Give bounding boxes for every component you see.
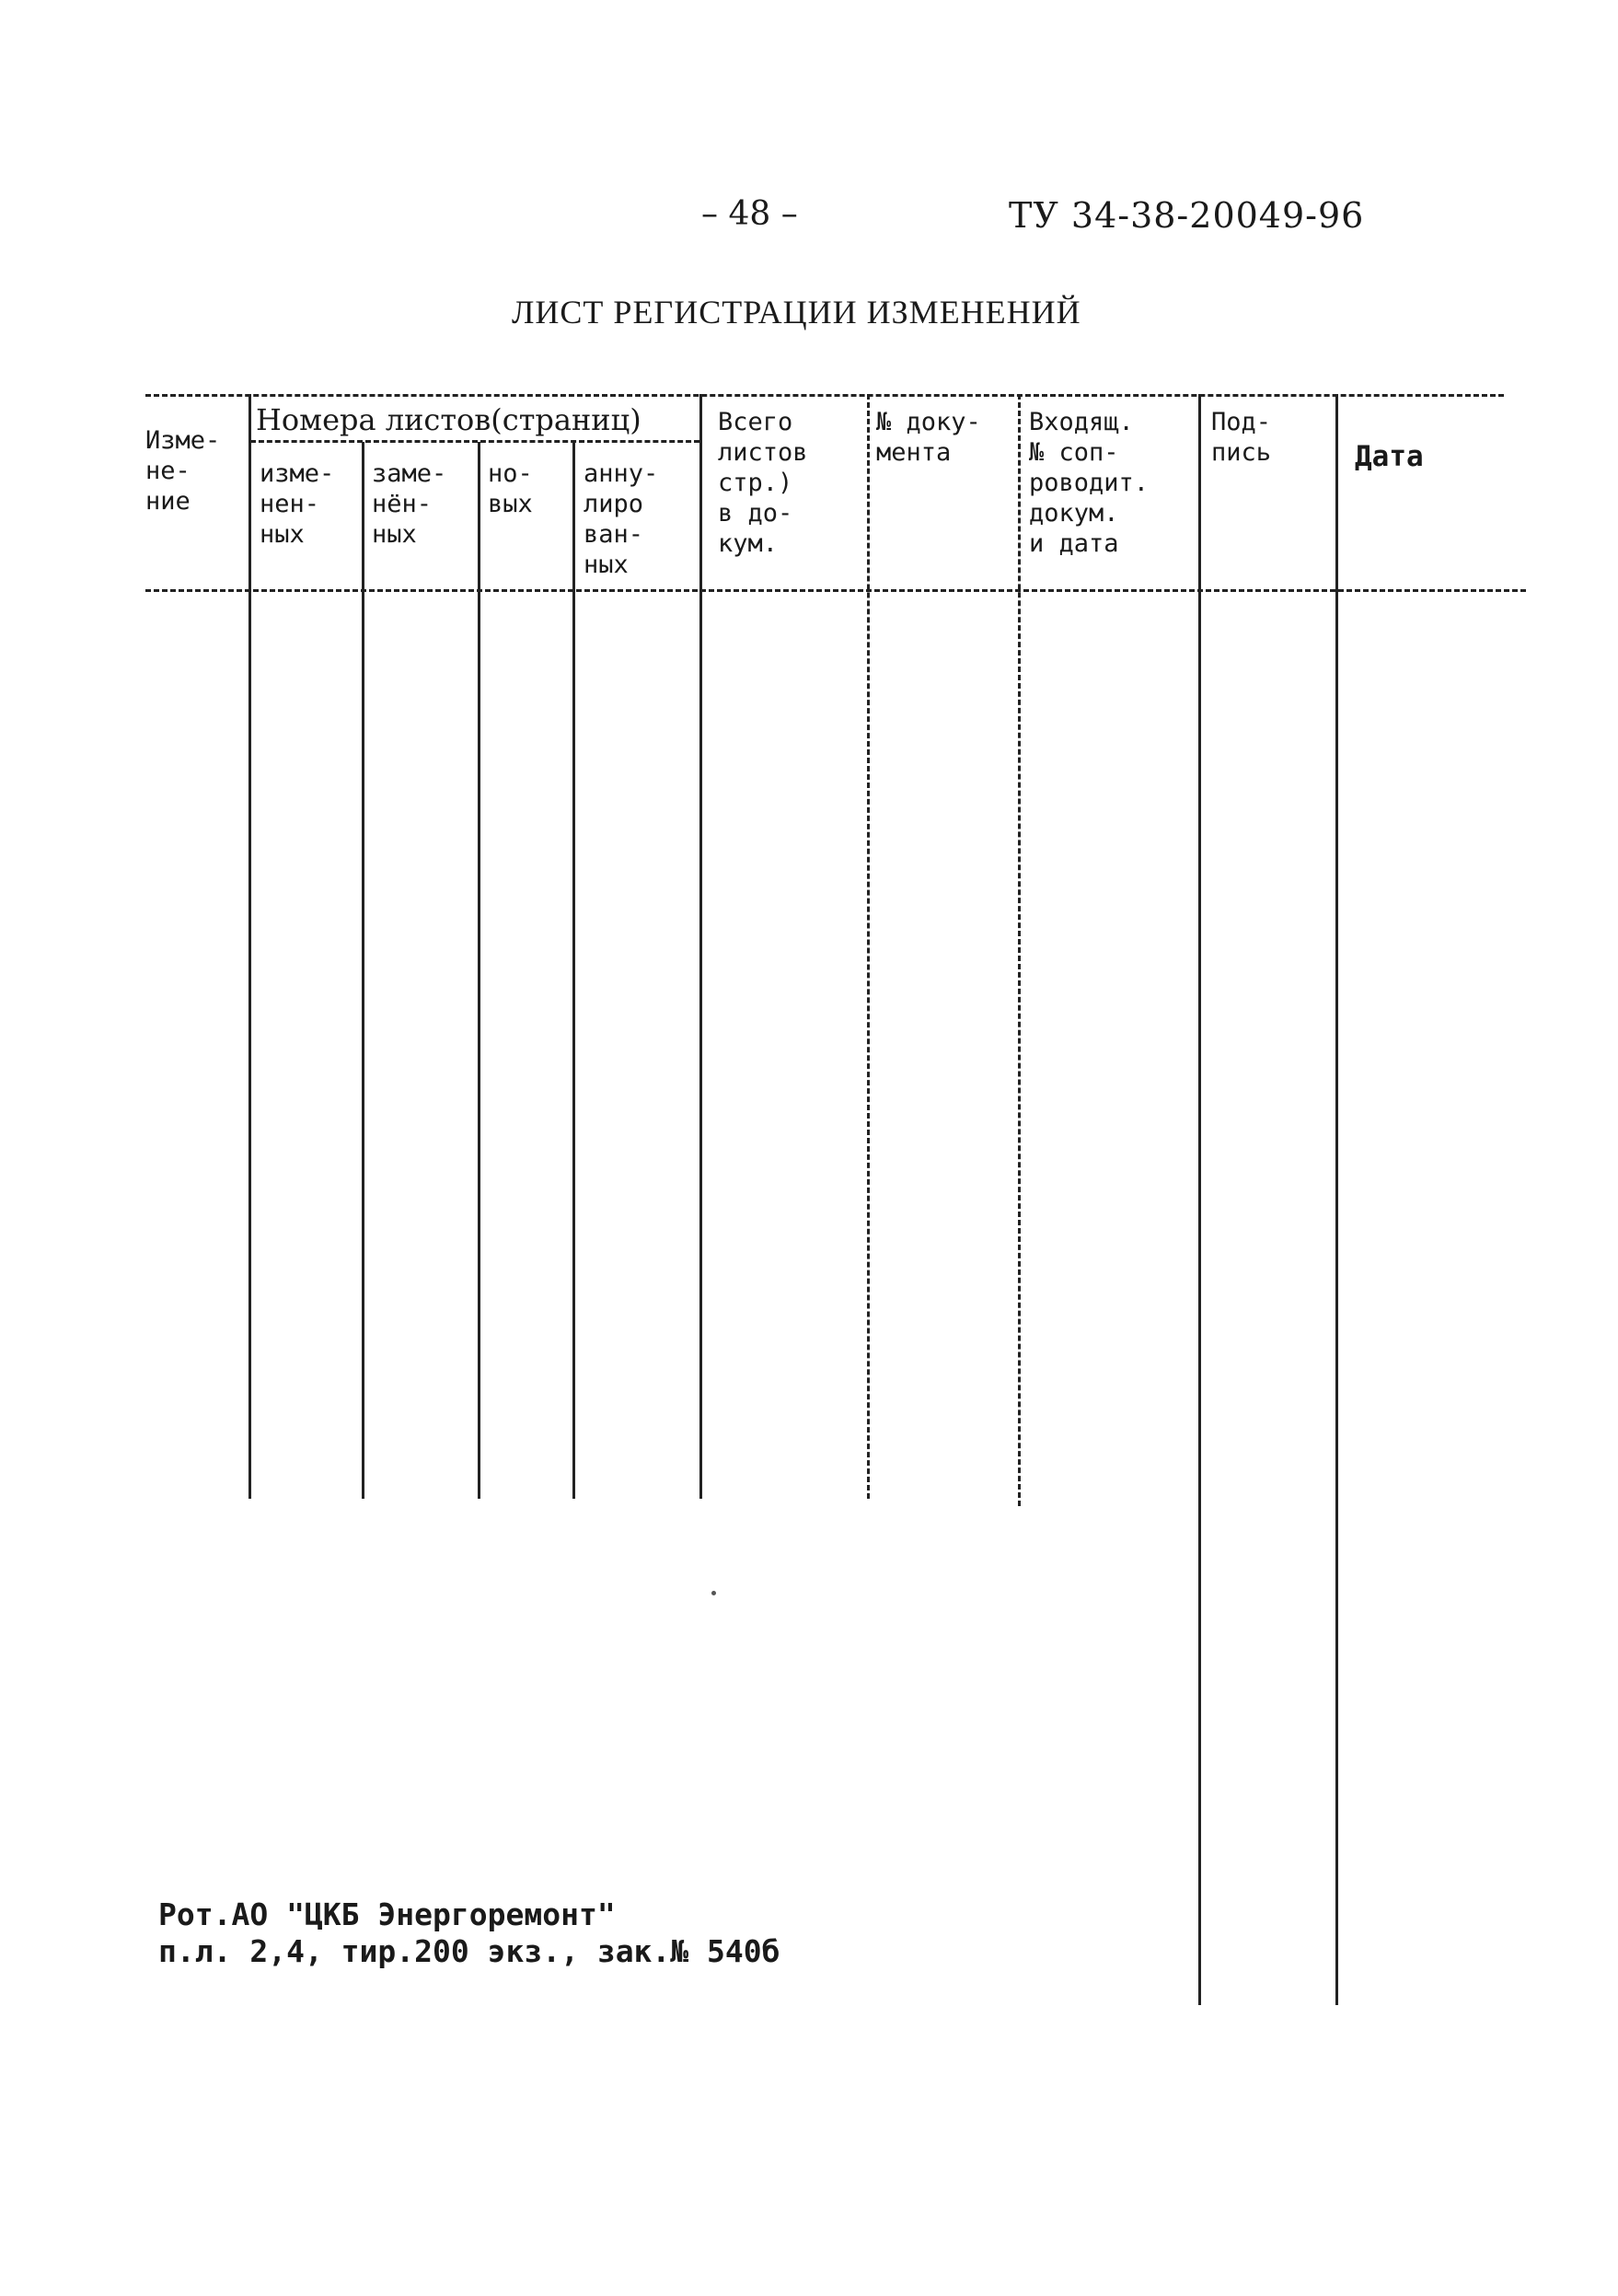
column-divider [1018,394,1021,1506]
group-header-rule [250,440,699,443]
header-total-sheets: Всего листов стр.) в до- кум. [718,408,808,558]
document-code: ТУ 34-38-20049-96 [1009,195,1365,236]
page-number: – 48 – [701,195,798,233]
header-change: Изме- не- ние [145,426,221,516]
header-bottom-rule [145,589,1526,592]
page-title: ЛИСТ РЕГИСТРАЦИИ ИЗМЕНЕНИЙ [512,294,1081,330]
header-sheet-numbers: Номера листов(страниц) [256,402,641,437]
header-document-number: № доку- мента [876,408,981,467]
imprint-line-2: п.л. 2,4, тир.200 экз., зак.№ 540б [158,1933,780,1969]
header-incoming-document: Входящ. № соп- роводит. докум. и дата [1029,408,1150,558]
header-new: но- вых [488,459,533,518]
column-divider [572,442,575,1499]
table-top-rule [145,394,1504,397]
print-speck [711,1591,716,1595]
column-divider [1198,394,1201,2005]
column-divider [248,394,251,1499]
column-divider [478,442,480,1499]
column-divider [362,442,364,1499]
column-divider [867,394,870,1499]
header-replaced: заме- нён- ных [372,459,447,549]
column-divider [1335,394,1338,2005]
header-annulled: анну- лиро ван- ных [584,459,659,579]
imprint-line-1: Рот.АО "ЦКБ Энергоремонт" [158,1896,616,1932]
column-divider [699,394,702,1499]
header-changed: изме- нен- ных [260,459,335,549]
header-date: Дата [1355,440,1424,473]
header-signature: Под- пись [1211,408,1272,467]
